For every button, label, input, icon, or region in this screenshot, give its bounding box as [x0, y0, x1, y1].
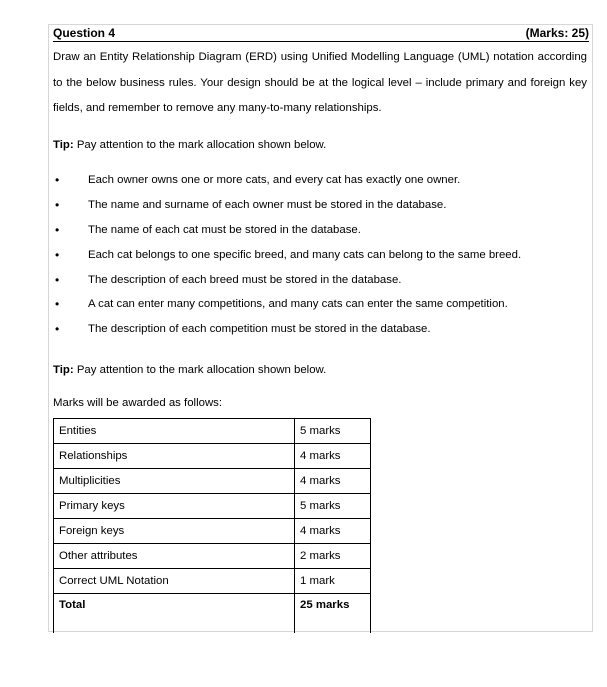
tip-2: [53, 362, 326, 378]
rule-text: The name and surname of each owner must be stored in the database.: [88, 198, 447, 211]
list-item: [53, 196, 593, 221]
marks-cell: 5 marks: [295, 494, 371, 519]
list-item: [53, 295, 593, 320]
bullet-icon: •: [55, 222, 60, 237]
marks-cell: 4 marks: [295, 444, 371, 469]
question-title: Question 4: [53, 26, 116, 40]
marks-intro: Marks will be awarded as follows:: [53, 397, 223, 409]
marks-cell: 5 marks: [295, 419, 371, 444]
criterion-cell: Entities: [54, 419, 295, 444]
rule-text: The description of each breed must be stored in the database.: [88, 273, 402, 286]
bullet-icon: •: [55, 197, 60, 212]
criterion-cell: Foreign keys: [54, 519, 295, 544]
list-item: [53, 171, 593, 196]
total-marks-cell: 25 marks: [295, 594, 371, 634]
table-row: [54, 544, 371, 569]
criterion-cell: Other attributes: [54, 544, 295, 569]
tip-text: Pay attention to the mark allocation shown below.: [73, 139, 327, 151]
bullet-icon: •: [55, 247, 60, 262]
list-item: [53, 221, 593, 246]
tip-1: [53, 137, 326, 153]
criterion-cell: Relationships: [54, 444, 295, 469]
rule-text: A cat can enter many competitions, and many cats can enter the same competition.: [88, 298, 508, 311]
rule-text: The name of each cat must be stored in the database.: [88, 223, 361, 236]
bullet-icon: •: [55, 322, 60, 337]
rule-text: Each owner owns one or more cats, and every cat has exactly one owner.: [88, 174, 461, 186]
question-instructions: Draw an Entity Relationship Diagram (ERD) using Unified Modelling Language (UML) notation according to the below business rules. Your design should be at the logical level – include primary and foreign key fields, and remember to remove any many-to-many relationships.: [53, 51, 587, 114]
list-item: [53, 246, 593, 271]
criterion-cell: Correct UML Notation: [54, 569, 295, 594]
criterion-cell: Multiplicities: [54, 469, 295, 494]
table-row: [54, 444, 371, 469]
list-item: [53, 271, 593, 296]
total-label-cell: Total: [54, 594, 295, 634]
table-row: [54, 469, 371, 494]
bullet-icon: •: [55, 173, 60, 187]
table-row: [54, 569, 371, 594]
tip-text: Pay attention to the mark allocation shown below.: [73, 364, 327, 376]
list-item: [53, 320, 593, 345]
marks-cell: 4 marks: [295, 469, 371, 494]
table-row: [54, 519, 371, 544]
rule-text: The description of each competition must be stored in the database.: [88, 323, 431, 336]
marks-table: [53, 418, 371, 633]
business-rules-list: [53, 171, 593, 345]
question-marks: (Marks: 25): [525, 26, 589, 40]
tip-label: Tip:: [53, 139, 74, 151]
marks-cell: 4 marks: [295, 519, 371, 544]
marks-cell: 1 mark: [295, 569, 371, 594]
marks-cell: 2 marks: [295, 544, 371, 569]
table-total-row: [54, 594, 371, 634]
rule-text: Each cat belongs to one specific breed, and many cats can belong to the same breed.: [88, 248, 522, 261]
table-row: [54, 419, 371, 444]
bullet-icon: •: [55, 297, 60, 312]
criterion-cell: Primary keys: [54, 494, 295, 519]
question-header: [53, 24, 589, 42]
bullet-icon: •: [55, 272, 60, 287]
table-row: [54, 494, 371, 519]
tip-label: Tip:: [53, 364, 74, 376]
